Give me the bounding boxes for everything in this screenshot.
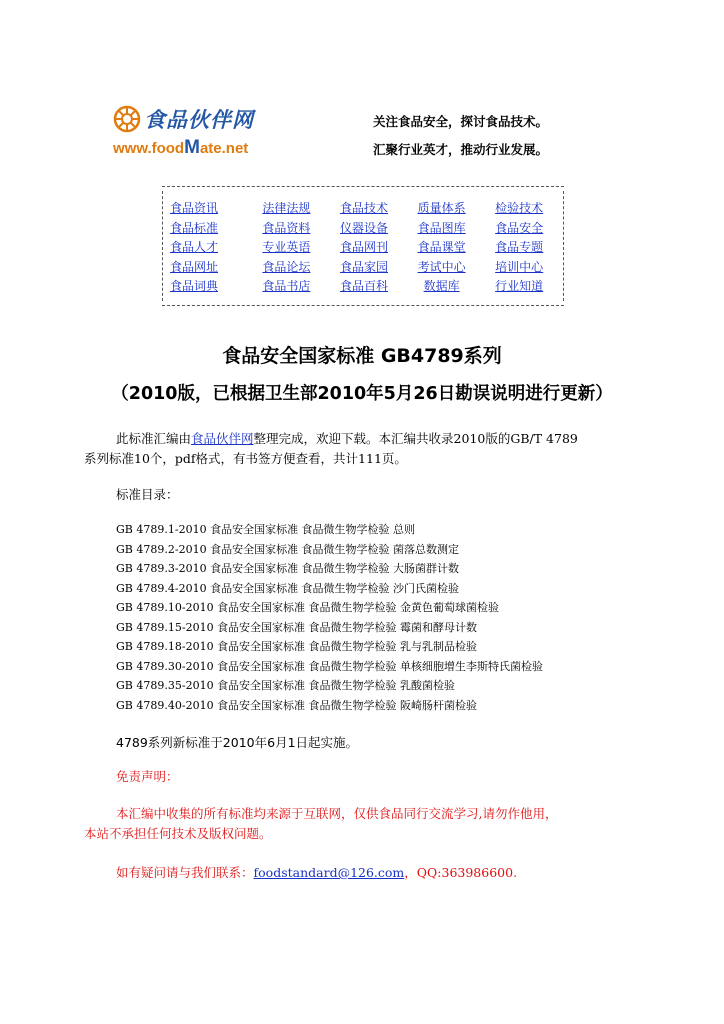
intro-paragraph: 此标准汇编由食品伙伴网整理完成，欢迎下载。本汇编共收录2010版的GB/T 4789 系列标准10个，pdf格式，有书签方便查看，共计111页。: [84, 431, 578, 466]
nav-link[interactable]: 考试中心: [417, 259, 466, 274]
logo-emblem-icon: [113, 105, 141, 133]
standard-item: GB 4789.3-2010 食品安全国家标准 食品微生物学检验 大肠菌群计数: [116, 562, 460, 575]
nav-link[interactable]: 质量体系: [417, 201, 466, 215]
standards-list: [116, 520, 543, 715]
standard-item: GB 4789.1-2010 食品安全国家标准 食品微生物学检验 总则: [116, 523, 416, 536]
site-navigation-box: [162, 186, 564, 306]
nav-link[interactable]: 专业英语: [262, 240, 311, 255]
nav-link[interactable]: 食品人才: [170, 240, 219, 255]
nav-link[interactable]: 培训中心: [495, 259, 544, 274]
site-logo[interactable]: [113, 104, 263, 160]
contact-email-link[interactable]: foodstandard@126.com: [253, 865, 405, 880]
standard-item: GB 4789.2-2010 食品安全国家标准 食品微生物学检验 菌落总数测定: [116, 542, 460, 556]
nav-link[interactable]: 食品书店: [262, 279, 311, 294]
nav-link[interactable]: 行业知道: [495, 279, 544, 294]
standards-list-heading: 标准目录：: [116, 487, 179, 502]
standard-item: GB 4789.4-2010 食品安全国家标准 食品微生物学检验 沙门氏菌检验: [116, 581, 460, 595]
nav-link[interactable]: 食品专题: [495, 240, 544, 255]
nav-link[interactable]: 法律法规: [262, 201, 311, 215]
standard-item: GB 4789.40-2010 食品安全国家标准 食品微生物学检验 阪崎肠杆菌检验: [116, 698, 478, 712]
foodmate-link[interactable]: 食品伙伴网: [191, 431, 254, 446]
nav-link[interactable]: 仪器设备: [339, 220, 388, 235]
standard-item: GB 4789.15-2010 食品安全国家标准 食品微生物学检验 霉菌和酵母计数: [116, 620, 478, 634]
nav-link[interactable]: 食品标准: [170, 220, 219, 235]
nav-link[interactable]: 食品词典: [170, 279, 219, 294]
logo-chinese-name: 食品伙伴网: [144, 108, 254, 132]
nav-link[interactable]: 食品网址: [170, 259, 219, 274]
nav-link[interactable]: 数据库: [423, 279, 460, 294]
nav-link[interactable]: 食品技术: [339, 201, 388, 215]
standard-item: GB 4789.10-2010 食品安全国家标准 食品微生物学检验 金黄色葡萄球菌检验: [116, 601, 500, 614]
nav-link[interactable]: 食品资料: [262, 220, 311, 235]
disclaimer-heading: 免责声明：: [116, 769, 179, 784]
slogan-line-2: 汇聚行业英才，推动行业发展。: [373, 142, 549, 157]
implementation-note: 4789系列新标准于2010年6月1日起实施。: [116, 735, 359, 750]
nav-link[interactable]: 食品课堂: [417, 240, 466, 255]
nav-link[interactable]: 食品家园: [339, 259, 388, 274]
contact-line: 如有疑问请与我们联系：foodstandard@126.com，QQ:363986600.: [116, 865, 518, 880]
standard-item: GB 4789.18-2010 食品安全国家标准 食品微生物学检验 乳与乳制品检验: [116, 640, 478, 653]
nav-link[interactable]: 检验技术: [495, 201, 544, 215]
logo-url: www.foodMate.net: [113, 137, 249, 158]
document-subtitle: （2010版，已根据卫生部2010年5月26日勘误说明进行更新）: [111, 384, 613, 404]
nav-link[interactable]: 食品网刊: [339, 240, 388, 255]
standard-item: GB 4789.35-2010 食品安全国家标准 食品微生物学检验 乳酸菌检验: [116, 679, 456, 692]
disclaimer-text: 本汇编中收集的所有标准均来源于互联网，仅供食品同行交流学习,请勿作他用， 本站不承担任何技术及版权问题。: [84, 806, 558, 841]
nav-link[interactable]: 食品百科: [339, 279, 388, 294]
standard-item: GB 4789.30-2010 食品安全国家标准 食品微生物学检验 单核细胞增生李斯特氏菌检验: [116, 659, 544, 673]
nav-link[interactable]: 食品论坛: [262, 259, 311, 274]
nav-link[interactable]: 食品资讯: [170, 201, 219, 215]
nav-link[interactable]: 食品图库: [417, 220, 466, 235]
document-title: 食品安全国家标准 GB4789系列: [222, 345, 502, 367]
slogan-line-1: 关注食品安全，探讨食品技术。: [373, 114, 549, 129]
nav-link[interactable]: 食品安全: [495, 220, 544, 235]
